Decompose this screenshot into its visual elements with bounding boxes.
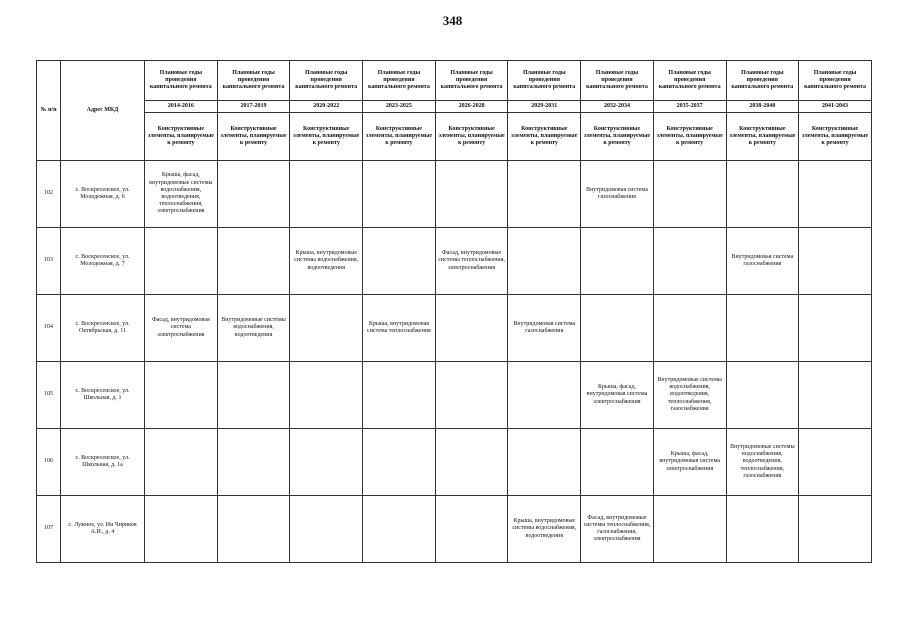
repair-elements-cell xyxy=(799,295,872,362)
repair-elements-cell xyxy=(290,429,363,496)
repair-elements-cell xyxy=(653,228,726,295)
repair-elements-cell: Внутридомовые системы водоснабжения, водоотведения, теплоснабжения, газоснабжения xyxy=(653,362,726,429)
repair-elements-cell xyxy=(799,161,872,228)
period-years: 2026-2028 xyxy=(435,101,508,113)
elements-label: Конструктивные элементы, планируемые к ремонту xyxy=(726,113,799,161)
repair-elements-cell xyxy=(217,228,290,295)
repair-elements-cell xyxy=(435,161,508,228)
row-number: 106 xyxy=(37,429,61,496)
period-title: Плановые годы проведения капитального ремонта xyxy=(508,61,581,101)
repair-elements-cell xyxy=(799,496,872,563)
repair-elements-cell: Крыша, фасад, внутридомовые системы водоснабжения, водоотведения, теплоснабжения, электроснабжения xyxy=(145,161,218,228)
elements-label: Конструктивные элементы, планируемые к ремонту xyxy=(217,113,290,161)
row-address: с. Воскресенское, ул. Школьная, д. 1 xyxy=(61,362,145,429)
elements-label: Конструктивные элементы, планируемые к ремонту xyxy=(145,113,218,161)
repair-elements-cell: Крыша, фасад, внутридомовая система электроснабжения xyxy=(581,362,654,429)
repair-elements-cell: Крыша, внутридомовые системы водоснабжения, водоотведения xyxy=(508,496,581,563)
period-years: 2038-2040 xyxy=(726,101,799,113)
row-address: с. Воскресенское, ул. Октябрьская, д. 11 xyxy=(61,295,145,362)
period-title: Плановые годы проведения капитального ремонта xyxy=(290,61,363,101)
repair-elements-cell xyxy=(363,362,436,429)
table-row xyxy=(37,161,872,228)
repair-elements-cell: Фасад, внутридомовые системы теплоснабжения, электроснабжения xyxy=(435,228,508,295)
period-years: 2014-2016 xyxy=(145,101,218,113)
row-address: с. Воскресенское, ул. Школьная, д. 1а xyxy=(61,429,145,496)
repair-elements-cell: Внутридомовые системы водоснабжения, водоотведения xyxy=(217,295,290,362)
period-title: Плановые годы проведения капитального ремонта xyxy=(799,61,872,101)
period-years: 2017-2019 xyxy=(217,101,290,113)
repair-elements-cell xyxy=(653,496,726,563)
row-address: с. Воскресенское, ул. Молодежная, д. 6 xyxy=(61,161,145,228)
row-address: с. Лужное, ул. Ии Чириков А.И., д. 4 xyxy=(61,496,145,563)
repair-elements-cell xyxy=(653,295,726,362)
repair-elements-cell: Внутридомовые системы водоснабжения, водоотведения, теплоснабжения, газоснабжения xyxy=(726,429,799,496)
repair-elements-cell xyxy=(726,496,799,563)
elements-label: Конструктивные элементы, планируемые к ремонту xyxy=(435,113,508,161)
repair-elements-cell xyxy=(799,429,872,496)
header-row-years xyxy=(37,101,872,113)
repair-elements-cell xyxy=(290,362,363,429)
table-row xyxy=(37,362,872,429)
period-years: 2041-2043 xyxy=(799,101,872,113)
period-years: 2032-2034 xyxy=(581,101,654,113)
repair-elements-cell xyxy=(653,161,726,228)
elements-label: Конструктивные элементы, планируемые к ремонту xyxy=(799,113,872,161)
repair-elements-cell: Крыша, внутридомовые системы водоснабжения, водоотведения xyxy=(290,228,363,295)
repair-elements-cell xyxy=(363,496,436,563)
period-title: Плановые годы проведения капитального ремонта xyxy=(581,61,654,101)
repair-elements-cell xyxy=(217,496,290,563)
repair-elements-cell xyxy=(145,496,218,563)
repair-elements-cell xyxy=(290,295,363,362)
header-row-titles xyxy=(37,61,872,101)
repair-elements-cell xyxy=(726,161,799,228)
period-years: 2023-2025 xyxy=(363,101,436,113)
elements-label: Конструктивные элементы, планируемые к ремонту xyxy=(653,113,726,161)
period-title: Плановые годы проведения капитального ремонта xyxy=(363,61,436,101)
repair-elements-cell xyxy=(435,496,508,563)
repair-elements-cell: Внутридомовая система газоснабжения xyxy=(508,295,581,362)
repair-elements-cell xyxy=(581,429,654,496)
repair-elements-cell xyxy=(726,362,799,429)
repair-elements-cell xyxy=(508,228,581,295)
period-years: 2020-2022 xyxy=(290,101,363,113)
repair-elements-cell xyxy=(363,429,436,496)
period-title: Плановые годы проведения капитального ремонта xyxy=(726,61,799,101)
table-row xyxy=(37,429,872,496)
repair-elements-cell xyxy=(363,228,436,295)
num-header: № п/п xyxy=(37,61,61,161)
repair-elements-cell: Фасад, внутридомовая система электроснабжения xyxy=(145,295,218,362)
repair-elements-cell: Внутридомовая система газоснабжения xyxy=(726,228,799,295)
header-row-elements xyxy=(37,113,872,161)
address-header: Адрес МКД xyxy=(61,61,145,161)
elements-label: Конструктивные элементы, планируемые к ремонту xyxy=(363,113,436,161)
elements-label: Конструктивные элементы, планируемые к ремонту xyxy=(290,113,363,161)
capital-repair-table xyxy=(36,60,872,563)
repair-elements-cell xyxy=(435,429,508,496)
row-address: с. Воскресенское, ул. Молодежная, д. 7 xyxy=(61,228,145,295)
row-number: 103 xyxy=(37,228,61,295)
period-title: Плановые годы проведения капитального ремонта xyxy=(653,61,726,101)
repair-elements-cell: Крыша, фасад, внутридомовая система электроснабжения xyxy=(653,429,726,496)
repair-elements-cell xyxy=(217,362,290,429)
repair-elements-cell xyxy=(508,362,581,429)
page-number: 348 xyxy=(442,13,463,28)
repair-elements-cell xyxy=(508,429,581,496)
repair-elements-cell xyxy=(581,295,654,362)
repair-elements-cell xyxy=(363,161,436,228)
period-title: Плановые годы проведения капитального ремонта xyxy=(435,61,508,101)
row-number: 104 xyxy=(37,295,61,362)
repair-elements-cell xyxy=(217,161,290,228)
repair-elements-cell xyxy=(726,295,799,362)
row-number: 107 xyxy=(37,496,61,563)
period-title: Плановые годы проведения капитального ремонта xyxy=(217,61,290,101)
repair-elements-cell xyxy=(435,295,508,362)
table-row xyxy=(37,295,872,362)
elements-label: Конструктивные элементы, планируемые к ремонту xyxy=(508,113,581,161)
repair-elements-cell xyxy=(435,362,508,429)
table-row xyxy=(37,228,872,295)
period-years: 2029-2031 xyxy=(508,101,581,113)
repair-elements-cell xyxy=(581,228,654,295)
repair-elements-cell xyxy=(799,362,872,429)
period-years: 2035-2037 xyxy=(653,101,726,113)
repair-elements-cell: Внутридомовая система газоснабжения xyxy=(581,161,654,228)
repair-elements-cell xyxy=(290,496,363,563)
repair-elements-cell xyxy=(290,161,363,228)
elements-label: Конструктивные элементы, планируемые к ремонту xyxy=(581,113,654,161)
repair-elements-cell xyxy=(145,429,218,496)
repair-elements-cell xyxy=(145,228,218,295)
repair-elements-cell xyxy=(145,362,218,429)
row-number: 102 xyxy=(37,161,61,228)
repair-elements-cell xyxy=(799,228,872,295)
table-row xyxy=(37,496,872,563)
repair-elements-cell: Крыша, внутридомовая система теплоснабжения xyxy=(363,295,436,362)
repair-elements-cell xyxy=(217,429,290,496)
row-number: 105 xyxy=(37,362,61,429)
repair-elements-cell: Фасад, внутридомовые системы теплоснабжения, газоснабжения, электроснабжения xyxy=(581,496,654,563)
repair-elements-cell xyxy=(508,161,581,228)
period-title: Плановые годы проведения капитального ремонта xyxy=(145,61,218,101)
